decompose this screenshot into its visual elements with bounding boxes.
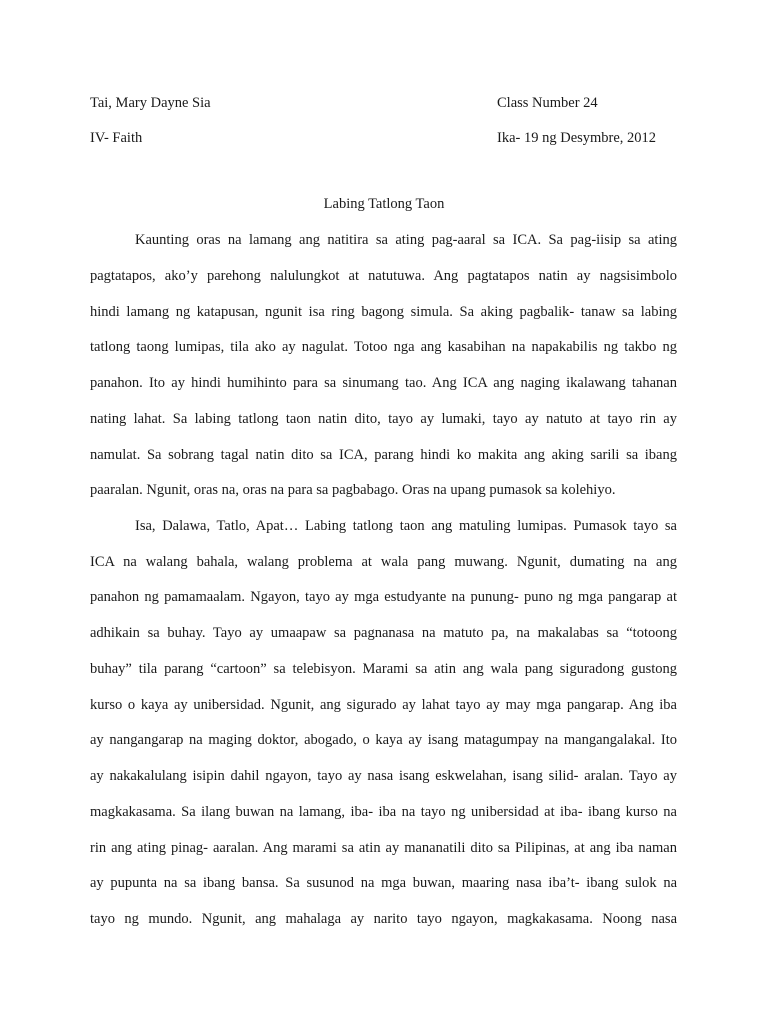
essay-title: Labing Tatlong Taon	[323, 196, 445, 212]
text-line: pagtatapos, ako’y parehong nalulungkot at natutuwa. Ang pagtatapos natin ay nagsisimbolo	[90, 268, 677, 284]
text-line: adhikain sa buhay. Tayo ay umaapaw sa pagnanasa na matuto pa, na makalabas sa “totoong	[90, 625, 677, 641]
text-line: paaralan. Ngunit, oras na, oras na para sa pagbabago. Oras na upang pumasok sa kolehiyo.	[90, 482, 616, 498]
text-line: panahon. Ito ay hindi humihinto para sa sinumang tao. Ang ICA ang naging ikalawang tahanan	[90, 375, 677, 391]
text-line: ICA na walang bahala, walang problema at wala pang muwang. Ngunit, dumating na ang	[90, 554, 677, 570]
text-line: buhay” tila parang “cartoon” sa telebisyon. Marami sa atin ang wala pang siguradong gustong	[90, 661, 677, 677]
text-line: hindi lamang ng katapusan, ngunit isa ring bagong simula. Sa aking pagbalik- tanaw sa labing	[90, 304, 677, 320]
text-line: Kaunting oras na lamang ang natitira sa ating pag-aaral sa ICA. Sa pag-iisip sa ating	[135, 232, 677, 248]
text-line: ay nangangarap na maging doktor, abogado, o kaya ay isang matagumpay na mangangalakal. Ito	[90, 732, 677, 748]
text-line: ay nakakalulang isipin dahil ngayon, tayo ay nasa isang eskwelahan, isang silid- aralan. Tayo ay	[90, 768, 677, 784]
student-section: IV- Faith	[90, 130, 143, 146]
document-date: Ika- 19 ng Desymbre, 2012	[497, 130, 657, 146]
text-line: nating lahat. Sa labing tatlong taon natin dito, tayo ay lumaki, tayo ay natuto at tayo rin ay	[90, 411, 677, 427]
text-line: kurso o kaya ay unibersidad. Ngunit, ang sigurado ay lahat tayo ay may mga pangarap. Ang iba	[90, 697, 677, 713]
text-line: Isa, Dalawa, Tatlo, Apat… Labing tatlong taon ang matuling lumipas. Pumasok tayo sa	[135, 518, 677, 534]
text-line: ay pupunta na sa ibang bansa. Sa susunod na mga buwan, maaring nasa iba’t- ibang sulok na	[90, 875, 677, 891]
text-line: tayo ng mundo. Ngunit, ang mahalaga ay narito tayo ngayon, magkakasama. Noong nasa	[90, 911, 677, 927]
text-line: tatlong taong lumipas, tila ako ay nagulat. Totoo nga ang kasabihan na napakabilis ng takbo ng	[90, 339, 677, 355]
class-number: Class Number 24	[497, 95, 598, 111]
student-name: Tai, Mary Dayne Sia	[90, 95, 211, 111]
text-line: namulat. Sa sobrang tagal natin dito sa ICA, parang hindi ko makita ang aking sarili sa ibang	[90, 447, 677, 463]
text-line: panahon ng pamamaalam. Ngayon, tayo ay mga estudyante na punung- puno ng mga pangarap at	[90, 589, 677, 605]
text-line: magkakasama. Sa ilang buwan na lamang, iba- iba na tayo ng unibersidad at iba- ibang kurso na	[90, 804, 677, 820]
text-line: rin ang ating pinag- aaralan. Ang marami sa atin ay mananatili dito sa Pilipinas, at ang iba naman	[90, 840, 677, 856]
